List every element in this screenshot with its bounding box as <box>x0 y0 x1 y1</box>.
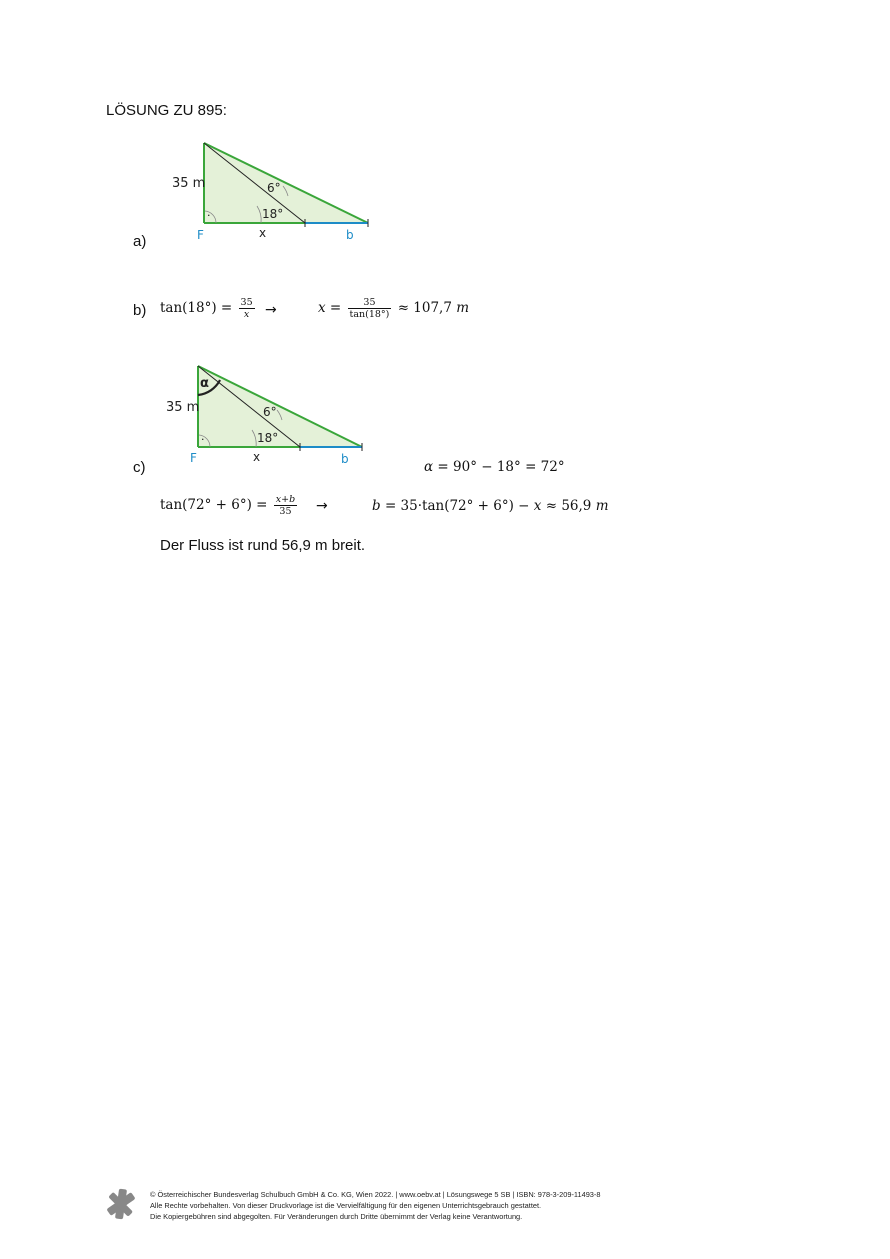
equals-sign: = <box>329 300 342 316</box>
triangle-figure-a <box>165 136 385 244</box>
unit-m: m <box>456 300 470 316</box>
b-label: b <box>341 452 349 466</box>
foot-label-f: F <box>197 228 204 242</box>
fraction-xb-over-35: $\frac{x+b}{35}$ <box>275 494 296 517</box>
result-56-9: ≈ 56,9 <box>545 498 592 514</box>
right-angle-mark: · <box>201 433 205 446</box>
equation-alpha <box>424 459 565 475</box>
result-107-7: ≈ 107,7 <box>397 300 452 316</box>
publisher-logo-icon <box>104 1187 138 1221</box>
alpha-angle-label: α <box>200 376 209 391</box>
tan-78-function: tan(72° + 6°) = <box>160 497 268 513</box>
fraction-35-over-tan18: $\frac{35}{\tan(18^\circ)}$ <box>349 297 390 320</box>
height-label: 35 m <box>166 400 200 415</box>
x-variable: x <box>533 498 542 514</box>
fraction-35-over-x: $\frac{35}{x}$ <box>240 297 253 320</box>
angle-18-label: 18° <box>262 207 284 221</box>
b-variable: b <box>372 498 381 514</box>
right-angle-mark: · <box>207 209 211 222</box>
part-a-label: a) <box>133 233 147 250</box>
x-label: x <box>259 226 267 240</box>
angle-6-label: 6° <box>267 181 281 195</box>
equation-c-left <box>160 494 299 517</box>
part-c-label: c) <box>133 459 146 476</box>
x-label: x <box>253 450 261 464</box>
alpha-variable: α <box>424 459 434 475</box>
unit-m: m <box>595 498 609 514</box>
angle-6-label: 6° <box>263 405 277 419</box>
equation-b-left <box>160 297 257 320</box>
footer-copyright <box>150 1189 601 1222</box>
arrow-b: → <box>265 302 277 318</box>
height-label: 35 m <box>172 176 206 191</box>
equation-b-right <box>318 297 469 320</box>
equation-c-right <box>372 498 609 514</box>
footer-line-3: Die Kopiergebühren sind abgegolten. Für Veränderungen durch Dritte übernimmt der Verlag keine Verantwortung. <box>150 1212 523 1221</box>
foot-label-f: F <box>190 451 197 465</box>
footer-line-1: © Österreichischer Bundesverlag Schulbuch GmbH & Co. KG, Wien 2022. | www.oebv.at | Lösungswege 5 SB | ISBN: 978-3-209-11493-8 <box>150 1190 601 1199</box>
b-expression: = 35·tan(72° + 6°) − <box>384 498 530 514</box>
answer-sentence: Der Fluss ist rund 56,9 m breit. <box>160 537 366 554</box>
part-b-label: b) <box>133 302 147 319</box>
x-variable: x <box>318 300 326 316</box>
angle-18-label: 18° <box>257 431 279 445</box>
b-label: b <box>346 228 354 242</box>
tan-18-function: tan(18°) = <box>160 300 233 316</box>
triangle-figure-c <box>160 360 380 468</box>
alpha-expression: = 90° − 18° = 72° <box>437 459 565 475</box>
footer-line-2: Alle Rechte vorbehalten. Von dieser Druckvorlage ist die Vervielfältigung für den eigenen Unterrichtsgebrauch gestattet. <box>150 1201 542 1210</box>
solution-title: LÖSUNG ZU 895: <box>106 102 227 119</box>
arrow-c: → <box>316 498 328 514</box>
